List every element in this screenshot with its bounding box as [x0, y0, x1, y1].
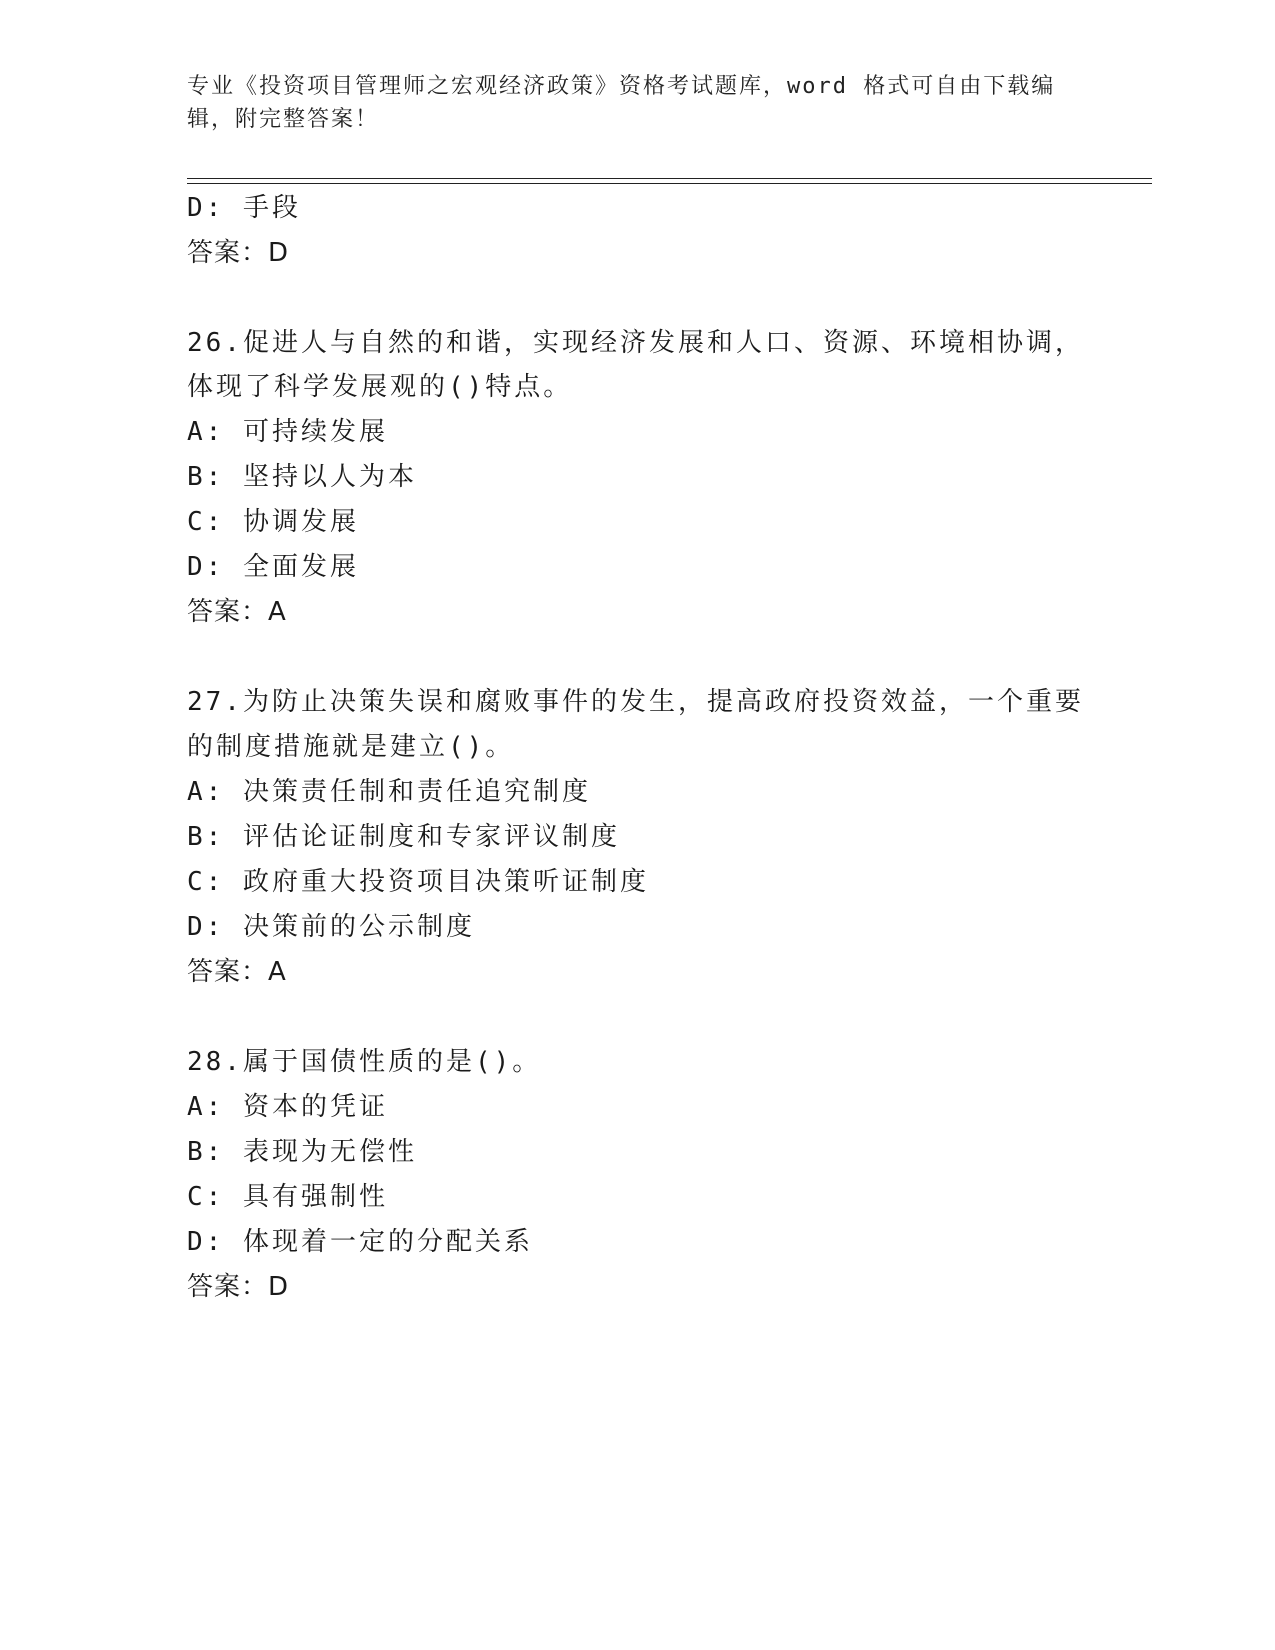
prev-answer: 答案：D	[187, 238, 290, 268]
q28-option-b: B: 表现为无偿性	[187, 1137, 417, 1167]
q26-stem-line-2: 体现了科学发展观的()特点。	[187, 372, 573, 402]
q28-option-d: D: 体现着一定的分配关系	[187, 1227, 533, 1257]
q28-answer: 答案：D	[187, 1272, 290, 1302]
q27-option-d: D: 决策前的公示制度	[187, 912, 475, 942]
q26-answer: 答案：A	[187, 597, 287, 627]
header-line-2: 辑，附完整答案！	[187, 107, 380, 132]
q28-stem-line-1: 28.属于国债性质的是()。	[187, 1047, 542, 1077]
document-header	[187, 70, 1067, 136]
q28-option-a: A: 资本的凭证	[187, 1092, 388, 1122]
header-line-1: 专业《投资项目管理师之宏观经济政策》资格考试题库，word 格式可自由下载编	[187, 74, 1056, 99]
q26-option-c: C: 协调发展	[187, 507, 359, 537]
q27-option-c: C: 政府重大投资项目决策听证制度	[187, 867, 649, 897]
q26-option-d: D: 全面发展	[187, 552, 359, 582]
q27-answer: 答案：A	[187, 957, 287, 987]
q27-option-a: A: 决策责任制和责任追究制度	[187, 777, 591, 807]
prev-option-d: D: 手段	[187, 193, 301, 223]
q26-option-a: A: 可持续发展	[187, 417, 388, 447]
q27-stem-line-2: 的制度措施就是建立()。	[187, 732, 515, 762]
q26-stem-line-1: 26.促进人与自然的和谐，实现经济发展和人口、资源、环境相协调，	[187, 328, 1084, 358]
q26-option-b: B: 坚持以人为本	[187, 462, 417, 492]
q28-option-c: C: 具有强制性	[187, 1182, 388, 1212]
q27-option-b: B: 评估论证制度和专家评议制度	[187, 822, 620, 852]
header-divider-top	[187, 178, 1152, 179]
header-divider-bottom	[187, 183, 1152, 184]
q27-stem-line-1: 27.为防止决策失误和腐败事件的发生，提高政府投资效益，一个重要	[187, 687, 1084, 717]
